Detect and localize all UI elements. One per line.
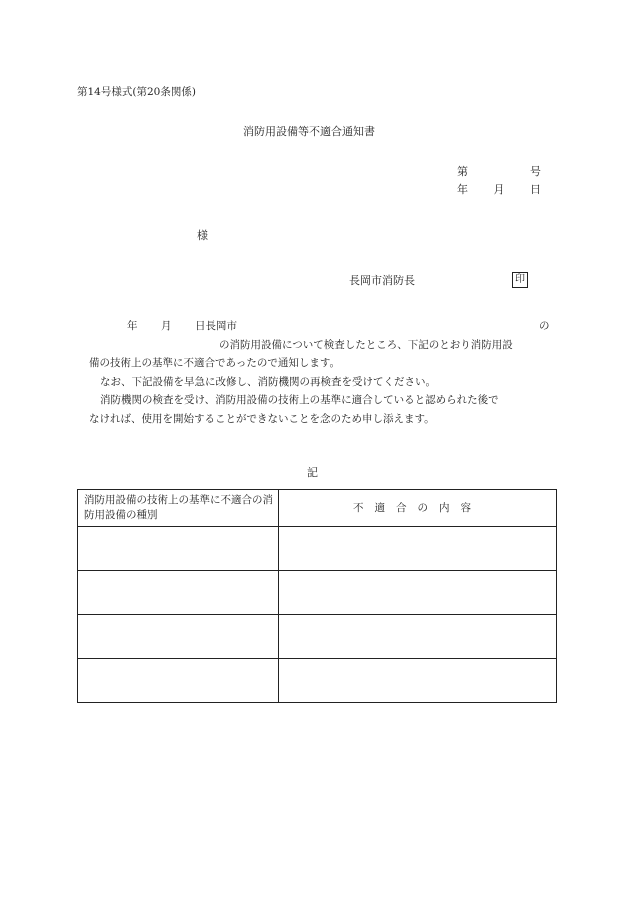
body-line-1-end: の xyxy=(539,320,550,332)
seal-mark: 印 xyxy=(512,272,528,288)
nonconformity-cell xyxy=(279,615,557,659)
number-prefix: 第 xyxy=(457,165,468,178)
table-row xyxy=(78,571,557,615)
addressee-suffix: 様 xyxy=(197,229,208,242)
table-row xyxy=(78,615,557,659)
number-suffix: 号 xyxy=(530,165,541,178)
header-nonconformity-details: 不適合の内容 xyxy=(279,490,557,527)
equipment-type-cell xyxy=(78,615,279,659)
table-row xyxy=(78,659,557,703)
inspection-date xyxy=(127,321,237,332)
issue-date xyxy=(457,184,541,195)
day-label: 日 xyxy=(530,183,541,196)
equipment-type-cell xyxy=(78,571,279,615)
inspection-month: 月 xyxy=(161,320,172,332)
ki-heading: 記 xyxy=(307,466,318,479)
nonconformity-cell xyxy=(279,527,557,571)
month-label: 月 xyxy=(493,183,505,196)
equipment-type-cell xyxy=(78,659,279,703)
table-row xyxy=(78,527,557,571)
inspection-day-city: 日長岡市 xyxy=(195,320,237,332)
table-header-row xyxy=(78,490,557,527)
body-line-2: の消防用設備について検査したところ、下記のとおり消防用設 xyxy=(219,339,513,351)
document-title: 消防用設備等不適合通知書 xyxy=(243,125,375,138)
equipment-type-cell xyxy=(78,527,279,571)
body-line-3: 備の技術上の基準に不適合であったので通知します。 xyxy=(89,357,341,369)
inspection-year: 年 xyxy=(127,320,138,332)
header-equipment-type: 消防用設備の技術上の基準に不適合の消防用設備の種別 xyxy=(78,490,279,527)
nonconformity-cell xyxy=(279,659,557,703)
body-line-6: なければ、使用を開始することができないことを念のため申し添えます。 xyxy=(89,413,435,425)
year-label: 年 xyxy=(457,183,468,196)
body-line-5: 消防機関の検査を受け、消防用設備の技術上の基準に適合していると認められた後で xyxy=(100,394,499,406)
body-line-4: なお、下記設備を早急に改修し、消防機関の再検査を受けてください。 xyxy=(100,376,436,388)
form-label: 第14号様式(第20条関係) xyxy=(77,86,196,98)
nonconformity-table xyxy=(77,489,557,703)
nonconformity-cell xyxy=(279,571,557,615)
sender: 長岡市消防長 xyxy=(349,274,415,287)
document-number xyxy=(457,166,541,177)
